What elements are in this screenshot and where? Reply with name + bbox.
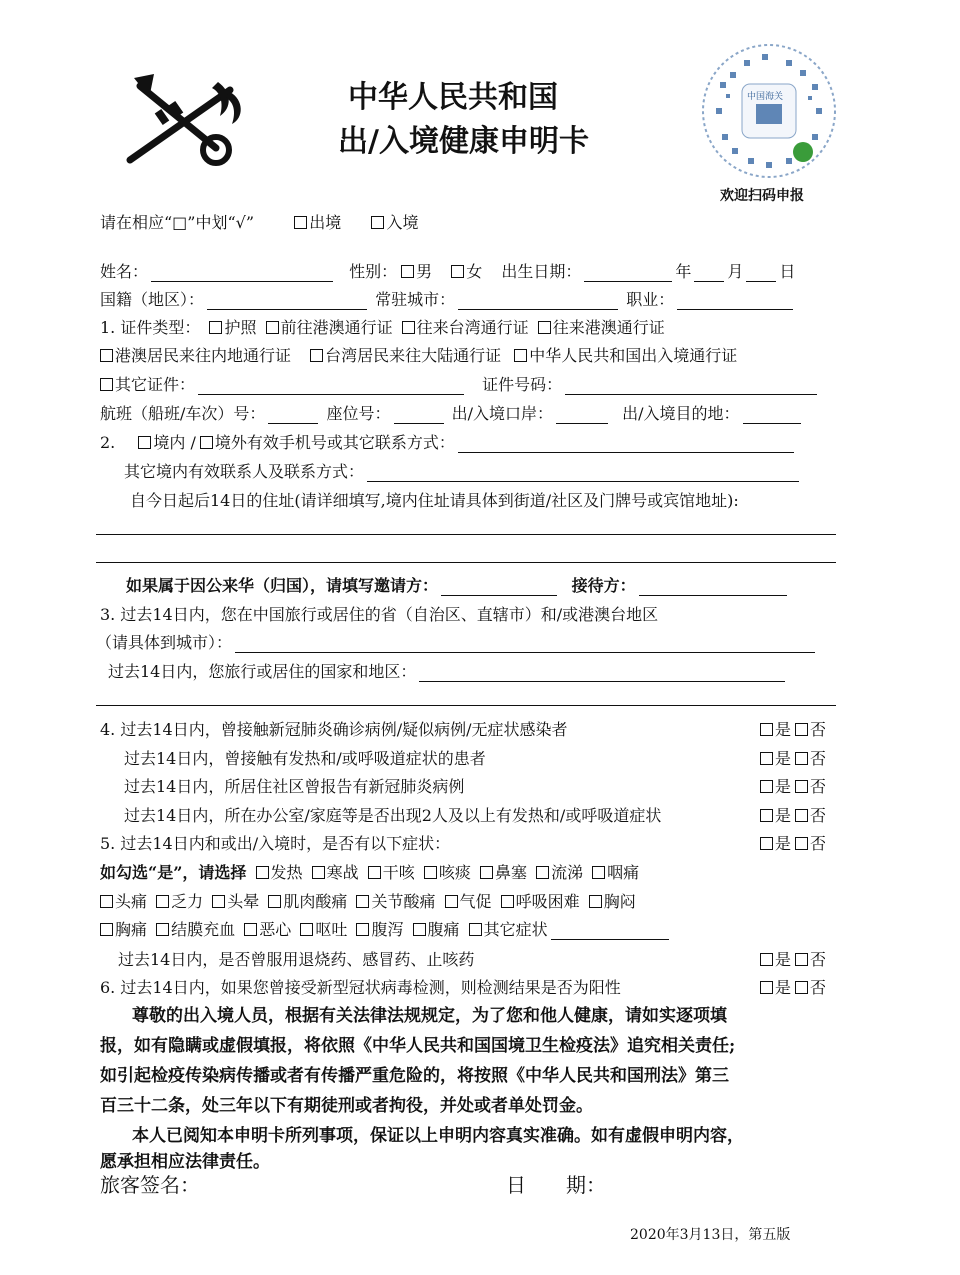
symptom-checkbox[interactable] xyxy=(501,895,514,908)
yes-label: 是 xyxy=(775,978,792,997)
symptom-label: 结膜充血 xyxy=(171,920,236,939)
q4-item-1: 4. 过去14日内，曾接触新冠肺炎确诊病例/疑似病例/无症状感染者 xyxy=(100,720,568,739)
signature-field[interactable] xyxy=(210,1172,470,1198)
doc-option: 往来台湾通行证 xyxy=(416,318,529,337)
doc-option: 前往港澳通行证 xyxy=(280,318,393,337)
no-label: 否 xyxy=(810,834,827,853)
customs-emblem-icon xyxy=(120,72,250,167)
job-label: 职业： xyxy=(626,290,675,309)
symptom-row-3 xyxy=(96,920,672,940)
no-label: 否 xyxy=(810,777,827,796)
exit-label: 出境 xyxy=(309,213,342,232)
seat-label: 座位号： xyxy=(326,404,391,423)
q1-row-2 xyxy=(96,346,737,366)
personal-row-1 xyxy=(100,262,795,282)
symptom-checkbox[interactable] xyxy=(589,895,602,908)
symptom-checkbox[interactable] xyxy=(424,866,437,879)
symptom-label: 干咳 xyxy=(382,863,415,882)
symptom-checkbox[interactable] xyxy=(368,866,381,879)
yes-checkbox[interactable] xyxy=(760,953,773,966)
doc-type-checkbox[interactable] xyxy=(310,349,323,362)
other-doc-label: 其它证件： xyxy=(115,375,196,394)
declaration-line-2: 愿承担相应法律责任。 xyxy=(100,1152,270,1172)
dob-day-field[interactable] xyxy=(746,265,776,282)
q4-item-3: 过去14日内，所居住社区曾报告有新冠肺炎病例 xyxy=(124,777,465,796)
doc-type-label: 1. 证件类型： xyxy=(100,318,201,337)
instruction-text: 请在相应“□”中划“√” xyxy=(100,213,255,232)
contact-field[interactable] xyxy=(367,465,799,482)
q3-country-field[interactable] xyxy=(419,665,785,682)
notice-line-2: 报，如有隐瞒或虚假填报，将依照《中华人民共和国国境卫生检疫法》追究相关责任; xyxy=(100,1036,736,1056)
doc-number-field[interactable] xyxy=(565,378,817,395)
no-label: 否 xyxy=(810,978,827,997)
qr-caption: 欢迎扫码申报 xyxy=(720,188,804,204)
q3-city-field[interactable] xyxy=(235,636,815,653)
other-doc-checkbox[interactable] xyxy=(100,378,113,391)
male-checkbox[interactable] xyxy=(401,265,414,278)
job-field[interactable] xyxy=(677,293,793,310)
yes-checkbox[interactable] xyxy=(760,780,773,793)
other-doc-field[interactable] xyxy=(198,378,464,395)
doc-option: 护照 xyxy=(224,318,257,337)
symptom-label: 寒战 xyxy=(326,863,359,882)
no-checkbox[interactable] xyxy=(795,723,808,736)
qr-label: 中国海关 xyxy=(747,92,784,102)
no-checkbox[interactable] xyxy=(795,981,808,994)
yes-label: 是 xyxy=(775,749,792,768)
personal-row-2 xyxy=(100,290,796,310)
symptom-label: 乏力 xyxy=(171,892,204,911)
name-field[interactable] xyxy=(151,265,333,282)
seat-field[interactable] xyxy=(394,407,444,424)
qr-code-icon xyxy=(700,42,838,180)
doc-type-checkbox[interactable] xyxy=(402,321,415,334)
symptom-row-2 xyxy=(96,892,636,912)
address-line-1[interactable] xyxy=(96,534,836,535)
symptom-checkbox[interactable] xyxy=(244,923,257,936)
q3-line-1: 3. 过去14日内，您在中国旅行或居住的省（自治区、直辖市）和/或港澳台地区 xyxy=(100,605,659,624)
yes-no-meds xyxy=(756,950,826,970)
port-label: 出/入境口岸： xyxy=(451,404,554,423)
symptom-label: 腹痛 xyxy=(427,920,460,939)
dob-label: 出生日期： xyxy=(501,262,582,281)
nationality-field[interactable] xyxy=(207,293,367,310)
q3-row-2 xyxy=(96,633,818,653)
doc-type-checkbox[interactable] xyxy=(514,349,527,362)
yes-checkbox[interactable] xyxy=(760,809,773,822)
signature-label: 旅客签名： xyxy=(100,1173,200,1197)
yes-checkbox[interactable] xyxy=(760,837,773,850)
symptom-prompt: 如勾选“是”，请选择 xyxy=(100,863,247,882)
city-field[interactable] xyxy=(458,293,618,310)
q3-row-3 xyxy=(108,662,788,682)
male-label: 男 xyxy=(416,262,433,281)
no-checkbox[interactable] xyxy=(795,837,808,850)
port-field[interactable] xyxy=(556,407,608,424)
q5-line: 5. 过去14日内和或出/入境时，是否有以下症状： xyxy=(100,834,451,853)
symptom-label: 流涕 xyxy=(551,863,584,882)
female-label: 女 xyxy=(466,262,483,281)
yes-no-q4-3 xyxy=(756,777,826,797)
q3-city-label: （请具体到城市）： xyxy=(96,633,233,652)
entry-label: 入境 xyxy=(386,213,419,232)
symptom-checkbox[interactable] xyxy=(256,866,269,879)
flight-field[interactable] xyxy=(268,407,318,424)
yes-no-q4-2 xyxy=(756,749,826,769)
q2-number: 2. xyxy=(100,433,116,452)
symptom-label: 呕吐 xyxy=(315,920,348,939)
date-label: 日 期： xyxy=(506,1173,606,1197)
dob-month-field[interactable] xyxy=(694,265,724,282)
symptom-checkbox[interactable] xyxy=(156,923,169,936)
dob-year-field[interactable] xyxy=(584,265,672,282)
no-checkbox[interactable] xyxy=(795,780,808,793)
yes-label: 是 xyxy=(775,720,792,739)
exit-checkbox[interactable] xyxy=(294,216,307,229)
phone-label: 境外有效手机号或其它联系方式： xyxy=(214,433,455,452)
name-label: 姓名： xyxy=(100,262,149,281)
doc-option: 往来港澳通行证 xyxy=(552,318,665,337)
destination-field[interactable] xyxy=(743,407,801,424)
symptom-checkbox[interactable] xyxy=(480,866,493,879)
symptom-checkbox[interactable] xyxy=(100,923,113,936)
symptom-label: 呼吸困难 xyxy=(515,892,580,911)
declaration-line-1: 本人已阅知本申明卡所列事项，保证以上申明内容真实准确。如有虚假申明内容， xyxy=(132,1126,744,1146)
day-label: 日 xyxy=(779,262,796,281)
yes-label: 是 xyxy=(775,777,792,796)
doc-type-checkbox[interactable] xyxy=(266,321,279,334)
doc-type-checkbox[interactable] xyxy=(209,321,222,334)
symptom-checkbox[interactable] xyxy=(445,895,458,908)
q4-item-4: 过去14日内，所在办公室/家庭等是否出现2人及以上有发热和/或呼吸道症状 xyxy=(124,806,662,825)
entry-checkbox[interactable] xyxy=(371,216,384,229)
symptom-label: 关节酸痛 xyxy=(371,892,436,911)
doc-option: 中华人民共和国出入境通行证 xyxy=(529,346,738,365)
doc-type-checkbox[interactable] xyxy=(538,321,551,334)
year-label: 年 xyxy=(675,262,692,281)
symptom-label: 胸闷 xyxy=(603,892,636,911)
no-checkbox[interactable] xyxy=(795,953,808,966)
no-label: 否 xyxy=(810,720,827,739)
version-footer: 2020年3月13日，第五版 xyxy=(630,1227,791,1243)
symptom-checkbox[interactable] xyxy=(156,895,169,908)
q2-row-2 xyxy=(124,462,802,482)
city-label: 常驻城市： xyxy=(375,290,456,309)
title-line-2: 出/入境健康申明卡 xyxy=(338,124,589,159)
yes-checkbox[interactable] xyxy=(760,981,773,994)
q1-row-4 xyxy=(100,404,804,424)
instruction-row xyxy=(100,213,418,233)
address-line-2[interactable] xyxy=(96,562,836,563)
yes-checkbox[interactable] xyxy=(760,723,773,736)
q2-row-1 xyxy=(100,433,797,453)
destination-label: 出/入境目的地： xyxy=(622,404,740,423)
flight-label: 航班（船班/车次）号： xyxy=(100,404,266,423)
q2-row-official xyxy=(126,576,790,596)
phone-field[interactable] xyxy=(458,436,794,453)
title-line-1: 中华人民共和国 xyxy=(348,80,558,115)
abroad-checkbox[interactable] xyxy=(200,436,213,449)
no-checkbox[interactable] xyxy=(795,809,808,822)
no-checkbox[interactable] xyxy=(795,752,808,765)
doc-type-checkbox[interactable] xyxy=(100,349,113,362)
meds-question: 过去14日内，是否曾服用退烧药、感冒药、止咳药 xyxy=(118,950,475,969)
q4-item-2: 过去14日内，曾接触有发热和/或呼吸道症状的患者 xyxy=(124,749,486,768)
yes-checkbox[interactable] xyxy=(760,752,773,765)
nationality-label: 国籍（地区）： xyxy=(100,290,205,309)
domestic-label: 境内 / xyxy=(153,433,196,452)
symptom-label: 腹泻 xyxy=(371,920,404,939)
doc-option: 台湾居民来往大陆通行证 xyxy=(325,346,502,365)
symptom-checkbox[interactable] xyxy=(300,923,313,936)
month-label: 月 xyxy=(727,262,744,281)
q6-question: 6. 过去14日内，如果您曾接受新型冠状病毒检测，则检测结果是否为阳性 xyxy=(100,978,621,997)
symptom-label: 咽痛 xyxy=(607,863,640,882)
symptom-label: 发热 xyxy=(270,863,303,882)
symptom-checkbox[interactable] xyxy=(536,866,549,879)
symptom-label: 肌肉酸痛 xyxy=(283,892,348,911)
qr-code[interactable] xyxy=(700,42,838,180)
contact-label: 其它境内有效联系人及联系方式： xyxy=(124,462,365,481)
doc-number-label: 证件号码： xyxy=(482,375,563,394)
yes-no-q4-1 xyxy=(756,720,826,740)
symptom-checkbox[interactable] xyxy=(413,923,426,936)
symptom-label: 咳痰 xyxy=(438,863,471,882)
symptom-label: 气促 xyxy=(459,892,492,911)
symptom-checkbox[interactable] xyxy=(469,923,482,936)
yes-label: 是 xyxy=(775,834,792,853)
yes-no-q5 xyxy=(756,834,826,854)
q3-country-label: 过去14日内，您旅行或居住的国家和地区： xyxy=(108,662,417,681)
yes-label: 是 xyxy=(775,950,792,969)
symptom-checkbox[interactable] xyxy=(356,923,369,936)
symptom-label: 恶心 xyxy=(259,920,292,939)
no-label: 否 xyxy=(810,806,827,825)
notice-line-1: 尊敬的出入境人员，根据有关法律法规规定，为了您和他人健康，请如实逐项填 xyxy=(132,1006,727,1026)
inviter-label: 如果属于因公来华（归国），请填写邀请方： xyxy=(126,576,439,595)
yes-no-q4-4 xyxy=(756,806,826,826)
symptom-checkbox[interactable] xyxy=(356,895,369,908)
symptom-checkbox[interactable] xyxy=(592,866,605,879)
symptom-label: 头痛 xyxy=(115,892,148,911)
notice-line-4: 百三十二条，处三年以下有期徒刑或者拘役，并处或者单处罚金。 xyxy=(100,1096,593,1116)
female-checkbox[interactable] xyxy=(451,265,464,278)
domestic-checkbox[interactable] xyxy=(138,436,151,449)
symptom-label: 头晕 xyxy=(227,892,260,911)
doc-option: 港澳居民来往内地通行证 xyxy=(115,346,292,365)
symptom-label: 胸痛 xyxy=(115,920,148,939)
address-label: 自今日起后14日的住址(请详细填写,境内住址请具体到街道/社区及门牌号或宾馆地址): xyxy=(130,491,739,510)
no-label: 否 xyxy=(810,950,827,969)
host-label: 接待方： xyxy=(571,576,636,595)
symptom-checkbox[interactable] xyxy=(212,895,225,908)
yes-no-q6 xyxy=(756,978,826,998)
notice-line-3: 如引起检疫传染病传播或者有传播严重危险的，将按照《中华人民共和国刑法》第三 xyxy=(100,1066,729,1086)
no-label: 否 xyxy=(810,749,827,768)
symptom-checkbox[interactable] xyxy=(312,866,325,879)
symptom-checkbox[interactable] xyxy=(100,895,113,908)
q1-row-1 xyxy=(100,318,665,338)
inviter-field[interactable] xyxy=(441,579,557,596)
yes-label: 是 xyxy=(775,806,792,825)
symptom-label: 鼻塞 xyxy=(494,863,527,882)
symptom-checkbox[interactable] xyxy=(268,895,281,908)
symptom-label: 其它症状 xyxy=(483,920,548,939)
symptom-row-1 xyxy=(100,863,639,883)
host-field[interactable] xyxy=(639,579,787,596)
other-symptom-field[interactable] xyxy=(551,923,669,940)
gender-label: 性别： xyxy=(349,262,398,281)
q3-extra-line[interactable] xyxy=(96,705,836,706)
q1-row-3 xyxy=(96,375,820,395)
